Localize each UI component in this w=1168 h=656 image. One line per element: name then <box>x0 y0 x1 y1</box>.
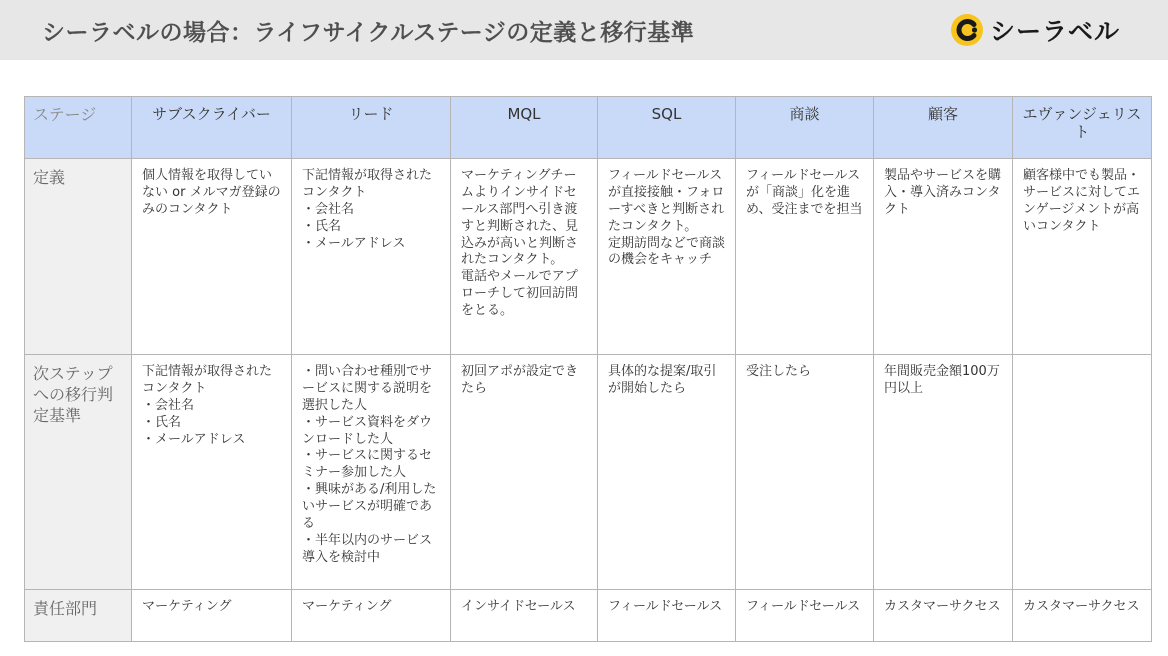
stage-header: 顧客 <box>874 97 1013 159</box>
table-cell <box>1013 355 1152 590</box>
logo <box>950 12 1120 48</box>
table-row-criteria <box>25 355 1152 590</box>
corner-header: ステージ <box>25 97 132 159</box>
table-cell: カスタマーサクセス <box>1013 590 1152 642</box>
stage-header: リード <box>292 97 451 159</box>
table-cell: マーケティングチームよりインサイドセールス部門へ引き渡すと判断された、見込みが高いと判断されたコンタクト。 電話やメールでアプローチして初回訪問をとる。 <box>451 159 598 355</box>
lifecycle-stage-table <box>24 96 1152 642</box>
logo-text: シーラベル <box>990 17 1121 46</box>
table-cell: インサイドセールス <box>451 590 598 642</box>
stage-header: サブスクライバー <box>132 97 292 159</box>
page-title: シーラベルの場合：ライフサイクルステージの定義と移行基準 <box>42 20 695 46</box>
table-cell: 下記情報が取得されたコンタクト ・会社名 ・氏名 ・メールアドレス <box>292 159 451 355</box>
stage-header: エヴァンジェリスト <box>1013 97 1152 159</box>
row-header-criteria: 次ステップへの移行判定基準 <box>25 355 132 590</box>
table-cell: マーケティング <box>132 590 292 642</box>
row-header-definition: 定義 <box>25 159 132 355</box>
c-circle-logo-icon <box>950 13 984 47</box>
table-cell: カスタマーサクセス <box>874 590 1013 642</box>
table-row-definition <box>25 159 1152 355</box>
table-cell: 下記情報が取得されたコンタクト ・会社名 ・氏名 ・メールアドレス <box>132 355 292 590</box>
table-cell: マーケティング <box>292 590 451 642</box>
row-header-department: 責任部門 <box>25 590 132 642</box>
table-cell: フィールドセールスが「商談」化を進め、受注までを担当 <box>736 159 874 355</box>
table-cell: 具体的な提案/取引が開始したら <box>598 355 736 590</box>
table-cell: 個人情報を取得していない or メルマガ登録のみのコンタクト <box>132 159 292 355</box>
table-row-department <box>25 590 1152 642</box>
stage-header: 商談 <box>736 97 874 159</box>
table-cell: フィールドセールス <box>736 590 874 642</box>
table-cell: 受注したら <box>736 355 874 590</box>
table-cell: 製品やサービスを購入・導入済みコンタクト <box>874 159 1013 355</box>
table-cell: 年間販売金額100万円以上 <box>874 355 1013 590</box>
stage-header: MQL <box>451 97 598 159</box>
table-cell: フィールドセールスが直接接触・フォローすべきと判断されたコンタクト。 定期訪問などで商談の機会をキャッチ <box>598 159 736 355</box>
table-cell: 顧客様中でも製品・サービスに対してエンゲージメントが高いコンタクト <box>1013 159 1152 355</box>
table-cell: 初回アポが設定できたら <box>451 355 598 590</box>
table-header-row <box>25 97 1152 159</box>
table-cell: ・問い合わせ種別でサービスに関する説明を選択した人 ・サービス資料をダウンロードした人 ・サービスに関するセミナー参加した人 ・興味がある/利用したいサービスが明確である ・半年以内のサービス導入を検討中 <box>292 355 451 590</box>
table-cell: フィールドセールス <box>598 590 736 642</box>
stage-header: SQL <box>598 97 736 159</box>
